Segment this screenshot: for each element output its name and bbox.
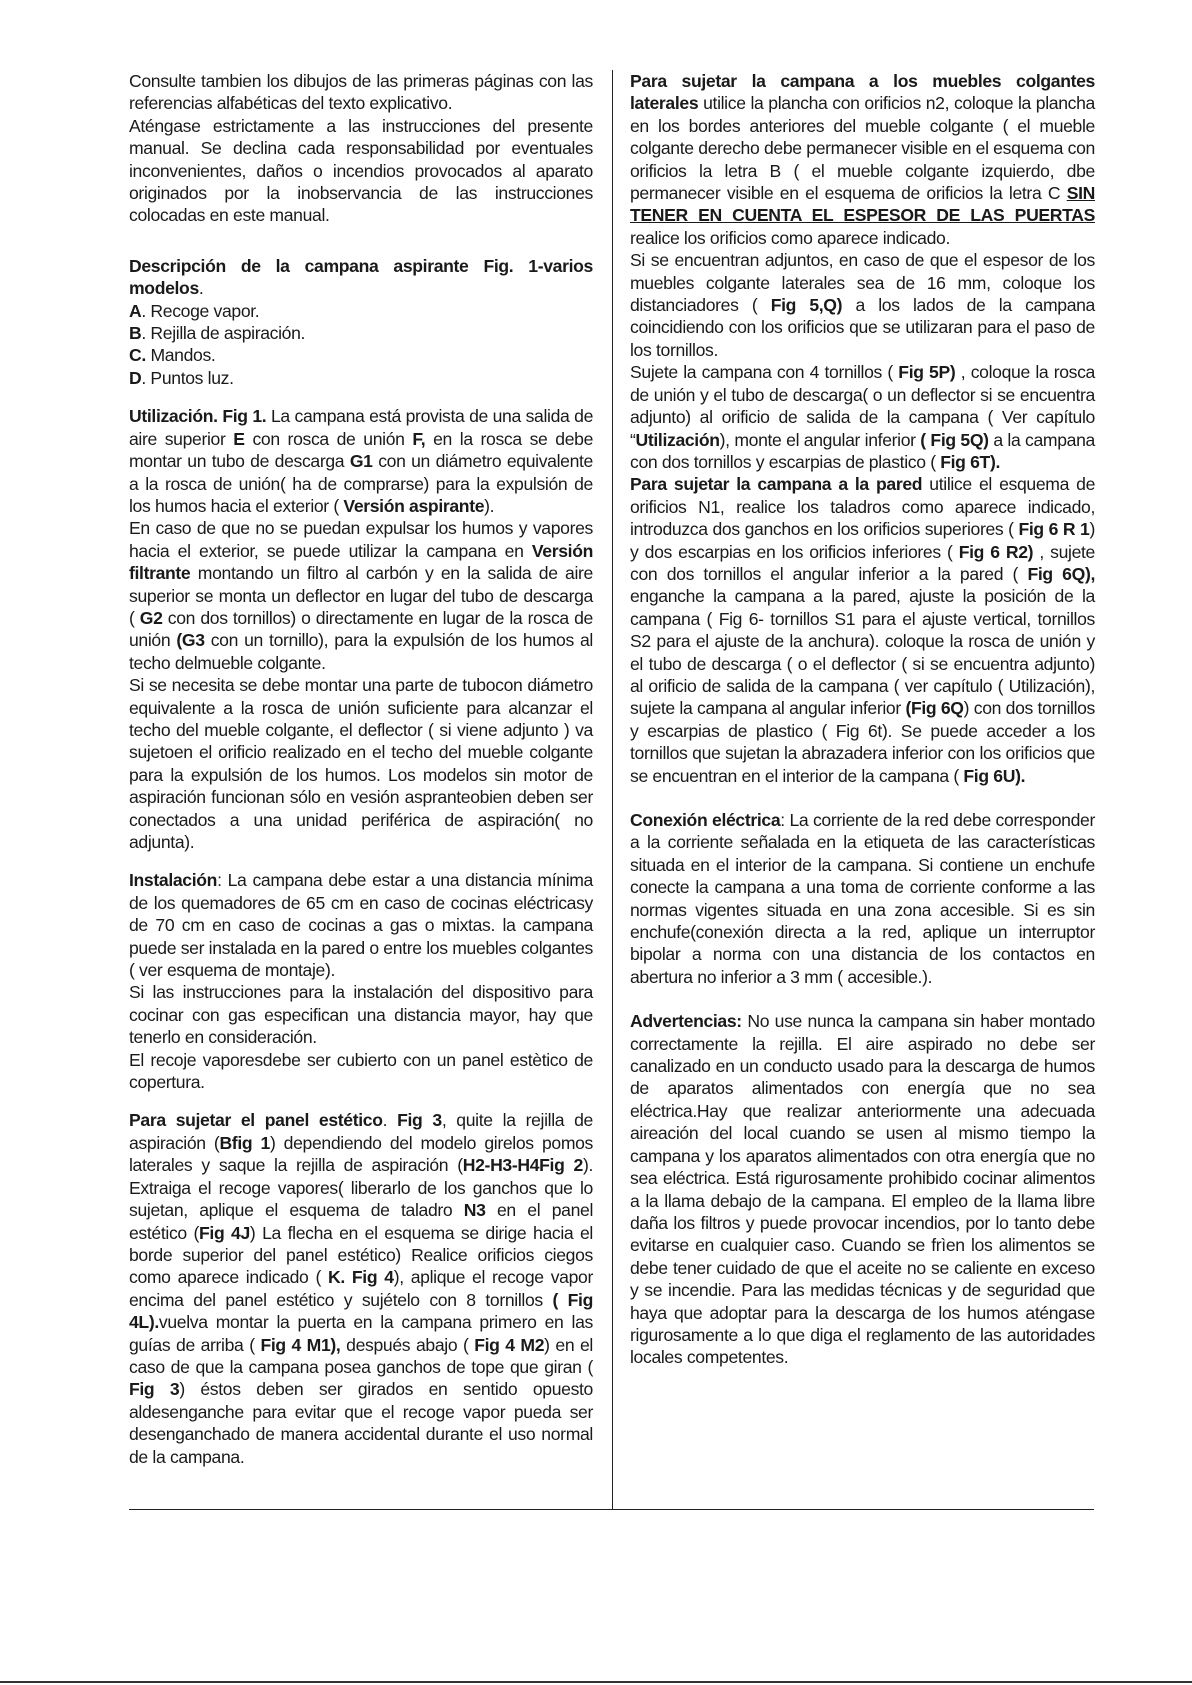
ref-label: Fig 4 M1), xyxy=(260,1334,341,1355)
description-item-a xyxy=(129,300,593,322)
text-run: La campana está provista de una salida de aire superior xyxy=(129,406,593,449)
ref-label: Fig 6 R 1 xyxy=(1018,519,1090,540)
electrical-heading: Conexión eléctrica xyxy=(630,810,781,830)
text-run: ) La flecha en el esquema se dirige hacia el borde superior del panel estético) Realice orificios ciegos como aparece indicado ( xyxy=(129,1222,593,1288)
ref-label: ( Fig 4L). xyxy=(129,1289,593,1333)
text-run: ), aplique el recoge vapor encima del panel estético y sujételo con 8 tornillos xyxy=(129,1267,593,1310)
item-key: D xyxy=(129,367,142,388)
description-item-b xyxy=(129,322,593,344)
ref-label: Bfig 1 xyxy=(219,1132,270,1153)
description-item-c xyxy=(129,344,593,366)
warnings-heading: Advertencias: xyxy=(630,1011,742,1032)
text-run: vuelva montar la puerta en la campana primero en las guías de arriba ( xyxy=(129,1312,593,1355)
text-run: a los lados de la campana coincidiendo con los orificios que se utilizaran para el paso de los tornillos. xyxy=(630,295,1095,360)
text-run: ) con dos tornillos y escarpias de plastico ( Fig 6t). Se puede acceder a los tornillos que sujetan la abrazadera inferior con los orificios que se encuentran en el interior de la campana ( xyxy=(630,698,1096,786)
item-text: . Puntos luz. xyxy=(141,367,234,388)
panel-heading: Para sujetar el panel estético xyxy=(129,1110,383,1131)
usage-paragraph xyxy=(129,405,593,517)
warnings-paragraph xyxy=(630,1010,1095,1369)
ref-label: F, xyxy=(412,428,426,449)
screws-paragraph xyxy=(630,361,1095,473)
text-run: ), monte el angular inferior xyxy=(719,429,921,450)
ref-label: Fig 4J xyxy=(199,1222,250,1243)
text-run: : La campana debe estar a una distancia mínima de los quemadores de 65 cm en caso de cocinas eléctricasy de 70 cm en caso de cocinas a gas o mixtas. la campana puede ser instalada en la pared o entre los muebles colgantes ( ver esquema de montaje). xyxy=(129,870,593,981)
ref-label: Versión aspirante xyxy=(343,495,485,516)
usage-heading: Utilización. Fig 1. xyxy=(129,406,267,427)
usage-tube-paragraph: Si se necesita se debe montar una parte de tubocon diámetro equivalente a la rosca de unión suficiente para alcanzar el techo del mueble colgante, el deflector ( si viene adjunto ) va sujetoen el orificio realizado en el techo del mueble colgante para la expulsión de los humos. Los modelos sin motor de aspiración funcionan sólo en vesión aspranteobien deben ser conectados a una unidad periférica de aspiración( no adjunta). xyxy=(129,675,593,852)
text-run: . xyxy=(382,1110,398,1131)
description-heading-text: Descripción de la campana aspirante Fig. 1-varios modelos xyxy=(129,255,593,299)
ref-label: Fig 4 M2 xyxy=(474,1334,545,1355)
ref-label: Fig 5,Q) xyxy=(770,295,843,316)
ref-label: Fig 3 xyxy=(397,1110,442,1131)
ref-label: Versión filtrante xyxy=(129,540,593,584)
text-run: en el panel estético ( xyxy=(129,1200,593,1243)
intro-paragraph-2: Aténgase estrictamente a las instrucciones del presente manual. Se declina cada responsabilidad por eventuales inconvenientes, daños o incendios provocados al aparato originados por la inobservancia de las instrucciones colocadas en este manual. xyxy=(129,115,593,226)
text-run: con dos tornillos) o directamente en lugar de la rosca de unión xyxy=(129,607,593,651)
text-run: enganche la campana a la pared, ajuste la posición de la campana ( Fig 6- tornillos S1 para el ajuste vertical, tornillos S2 para el ajuste de la anchura). coloque la rosca de unión y el tubo de descarga ( o el deflector ( si se encuentra adjunto) al orificio de salida de la campana ( ver capítulo ( Utilización), sujete la campana al angular inferior xyxy=(630,586,1095,719)
item-text: . Recoge vapor. xyxy=(141,300,260,321)
ref-label: (G3 xyxy=(176,630,205,651)
text-run: Sujete la campana con 4 tornillos ( xyxy=(630,362,899,383)
text-run: con rosca de unión xyxy=(244,428,413,449)
text-run: ) éstos deben ser girados en sentido opuesto aldesenganche para evitar que el recoge vapor pueda ser desenganchado de manera accidental durante el uso normal de la campana. xyxy=(129,1379,593,1467)
spacers-paragraph xyxy=(630,249,1095,361)
text-run: Si se encuentran adjuntos, en caso de que el espesor de los muebles colgante laterales sea de 16 mm, coloque los distanciadores ( xyxy=(630,250,1095,316)
text-run: utilice la plancha con orificios n2, coloque la plancha en los bordes anteriores del mueble colgante ( el mueble colgante derecho debe permanecer visible en el esquema con orificios la letra B ( el mueble colgante izquierdo, dbe permanecer visible en el esquema de orificios la letra C xyxy=(630,93,1095,204)
ref-label: Fig 5P) xyxy=(898,362,956,383)
panel-paragraph xyxy=(129,1109,593,1468)
text-run: en la rosca se debe montar un tubo de descarga xyxy=(129,428,593,472)
ref-label: Fig 6T). xyxy=(940,451,1000,472)
installation-gas-paragraph: Si las instrucciones para la instalación del dispositivo para cocinar con gas especifican una distancia mayor, hay que tenerlo en consideración. xyxy=(129,982,593,1048)
text-run: En caso de que no se puedan expulsar los humos y vapores hacia el exterior, se puede utilizar la campana en xyxy=(129,518,593,561)
installation-paragraph xyxy=(129,869,593,981)
ref-label: Fig 6 R2) xyxy=(958,541,1034,562)
text-run: , coloque la rosca de unión y el tubo de descarga( o un deflector si se encuentra adjunto) al orificio de salida de la campana ( Ver capítulo “ xyxy=(630,362,1095,450)
ref-label: Utilización xyxy=(635,429,720,450)
text-run: No use nunca la campana sin haber montado correctamente la rejilla. El aire aspirado no debe ser canalizado en un conducto usado para la descarga de humos de aparatos alimentados con energía que no sea eléctrica.Hay que realizar anteriormente una adecuada aireación del local cuando se usen al mismo tiempo la campana y los aparatos alimentados con otra energía que no sea eléctrica. Está rigurosamente prohibido cocinar alimentos a la llama debajo de la campana. El empleo de la llama libre daña los filtros y puede provocar incendios, por lo tanto debe evitarse en cualquier caso. Cuando se frìen los alimentos se debe tener cuidado de que el aceite no se caliente en exceso y se incendie. Para las medidas técnicas y de seguridad que haya que adoptar para la descarga de los humos aténgase rigurosamente a lo que diga el reglamento de las autoridades locales competentes. xyxy=(630,1011,1095,1368)
electrical-paragraph xyxy=(630,809,1095,988)
item-text: . Rejilla de aspiración. xyxy=(141,323,306,344)
installation-heading: Instalación xyxy=(129,870,218,891)
text-run: ) dependiendo del modelo girelos pomos laterales y saque la rejilla de aspiración ( xyxy=(129,1132,594,1176)
item-key: B xyxy=(129,323,142,344)
text-run: : La corriente de la red debe corresponder a la corriente señalada en la etiqueta de las características situada en el interior de la campana. Si contiene un enchufe conecte la campana a una toma de corriente conforme a las normas vigentes situada en una zona accesible. Si es sin enchufe(conexión directa a la red, aplique un interruptor bipolar a norma con una distancia de los contactos en abertura no inferior a 3 mm ( accesible.). xyxy=(630,810,1095,987)
left-column xyxy=(129,70,593,1468)
text-run: ). xyxy=(484,495,495,516)
installation-cover-paragraph: El recoje vaporesdebe ser cubierto con un panel estètico de copertura. xyxy=(129,1049,593,1093)
section-bottom-rule xyxy=(129,1509,1094,1510)
page-bottom-edge xyxy=(0,1681,1192,1683)
right-column xyxy=(630,70,1095,1369)
ref-label: Fig 6U). xyxy=(963,765,1026,786)
text-run: utilice el esquema de orificios N1, realice los taladros como aparece indicado, introduzca dos ganchos en los orificios superiores ( xyxy=(630,474,1095,540)
text-run: con un tornillo), para la expulsión de los humos al techo delmueble colgante. xyxy=(129,630,593,673)
ref-label: H2-H3-H4Fig 2 xyxy=(462,1155,583,1176)
usage-filter-paragraph xyxy=(129,517,593,674)
text-run: , quite la rejilla de aspiración ( xyxy=(129,1110,593,1153)
intro-paragraph-1: Consulte tambien los dibujos de las primeras páginas con las referencias alfabéticas del texto explicativo. xyxy=(129,71,593,114)
wall-heading: Para sujetar la campana a la pared xyxy=(630,474,923,495)
ref-label: ( Fig 5Q) xyxy=(920,429,989,450)
text-run: después abajo ( xyxy=(340,1334,475,1355)
text-run: ) en el caso de que la campana posea ganchos de tope que giran ( xyxy=(129,1334,593,1377)
item-key: A xyxy=(129,300,142,321)
text-run: ) y dos escarpias en los orificios inferiores ( xyxy=(630,519,1095,562)
item-key: C. xyxy=(129,345,146,366)
text-run: , sujete con dos tornillos el angular inferior a la pared ( xyxy=(630,541,1095,584)
text-run: ). Extraiga el recoge vapores( liberarlo de los ganchos que lo sujetan, aplique el esquema de taladro xyxy=(129,1155,593,1221)
ref-label: (Fig 6Q xyxy=(905,698,964,719)
ref-label: N3 xyxy=(463,1200,486,1221)
wall-paragraph xyxy=(630,473,1095,787)
description-heading xyxy=(129,255,593,300)
side-units-heading: Para sujetar la campana a los muebles colgantes laterales xyxy=(630,71,1095,114)
ref-label: G1 xyxy=(349,451,373,472)
text-run: a la campana con dos tornillos y escarpias de plastico ( xyxy=(630,429,1095,472)
item-text: Mandos. xyxy=(145,345,216,366)
ref-label: E xyxy=(233,428,245,449)
ref-label: Fig 6Q), xyxy=(1027,563,1095,584)
text-run: con un diámetro equivalente a la rosca de unión( ha de comprarse) para la expulsión de los humos hacia el exterior ( xyxy=(129,451,593,516)
text-run: montando un filtro al carbón y en la salida de aire superior se monta un deflector en lugar del tubo de descarga ( xyxy=(129,563,593,628)
ref-label: K. Fig 4 xyxy=(328,1267,394,1288)
description-heading-end: . xyxy=(198,278,204,299)
ref-label: G2 xyxy=(139,607,163,628)
ref-label: Fig 3 xyxy=(129,1379,180,1400)
text-run: realice los orificios como aparece indicado. xyxy=(630,227,951,248)
description-item-d xyxy=(129,367,593,389)
side-units-paragraph xyxy=(630,70,1095,249)
door-thickness-warning: SIN TENER EN CUENTA EL ESPESOR DE LAS PUERTAS xyxy=(630,183,1095,226)
column-divider xyxy=(612,70,613,1510)
